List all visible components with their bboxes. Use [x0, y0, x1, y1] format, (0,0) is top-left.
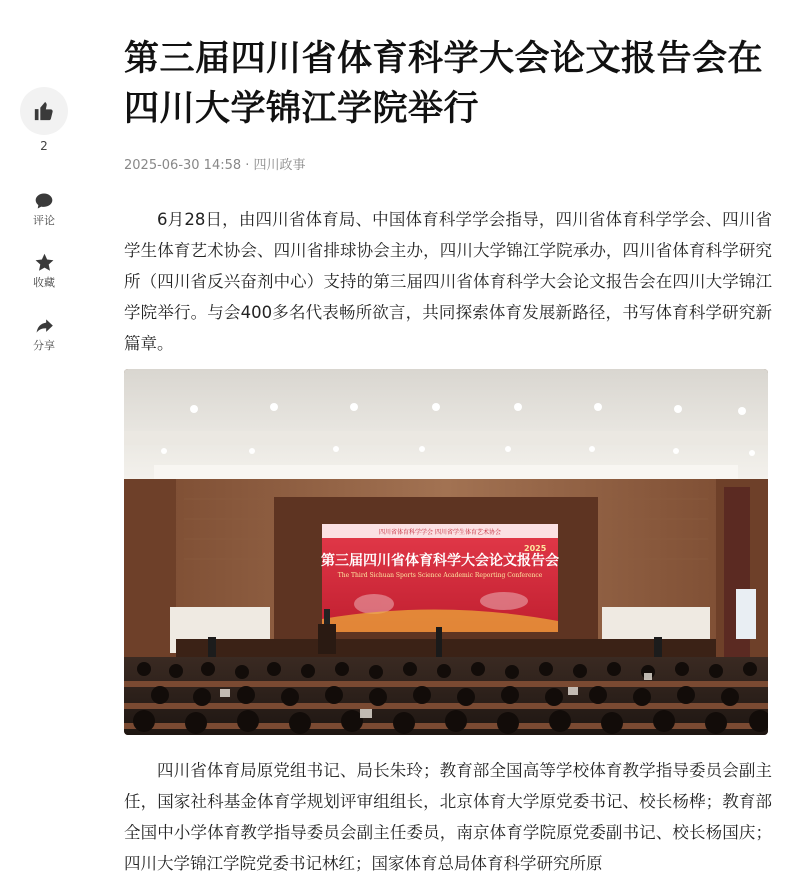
share-icon — [34, 316, 55, 336]
like-button[interactable] — [20, 87, 68, 135]
share-button[interactable] — [14, 316, 74, 353]
like-count: 2 — [40, 139, 48, 153]
star-icon — [34, 252, 55, 273]
screen-year-text: 2025 — [524, 544, 547, 553]
conference-photo — [124, 369, 768, 735]
favorite-label: 收藏 — [33, 276, 55, 289]
thumbs-up-icon — [33, 100, 55, 122]
favorite-button[interactable] — [14, 252, 74, 290]
article-title: 第三届四川省体育科学大会论文报告会在四川大学锦江学院举行 — [124, 39, 764, 129]
article-meta: 2025-06-30 14:58 · 四川政事 — [124, 158, 306, 173]
article-paragraph-2: 四川省体育局原党组书记、局长朱玲；教育部全国高等学校体育教学指导委员会副主任，国家社科基金体育学规划评审组组长，北京体育大学原党委书记、校长杨桦；教育部全国中小学体育教学指导委员会副主任委员，南京体育学院原党委副书记、校长杨国庆；四川大学锦江学院党委书记林红；国家体育总局体育科学研究所原 — [124, 761, 772, 873]
screen-title-text: 第三届四川省体育科学大会论文报告会 — [321, 553, 559, 569]
comment-label: 评论 — [33, 214, 55, 227]
comment-icon — [34, 191, 54, 211]
screen-subtitle-text: The Third Sichuan Sports Science Academic Reporting Conference — [337, 572, 543, 579]
share-label: 分享 — [33, 339, 55, 352]
screen-header-text: 四川省体育科学学会 四川省学生体育艺术协会 — [379, 529, 501, 536]
comment-button[interactable] — [14, 191, 74, 228]
article-paragraph-1: 6月28日，由四川省体育局、中国体育科学学会指导，四川省体育科学学会、四川省学生体育艺术协会、四川省排球协会主办，四川大学锦江学院承办，四川省体育科学研究所（四川省反兴奋剂中心）支持的第三届四川省体育科学大会论文报告会在四川大学锦江学院举行。与会400多名代表畅所欲言，共同探索体育发展新路径，书写体育科学研究新篇章。 — [124, 210, 772, 353]
